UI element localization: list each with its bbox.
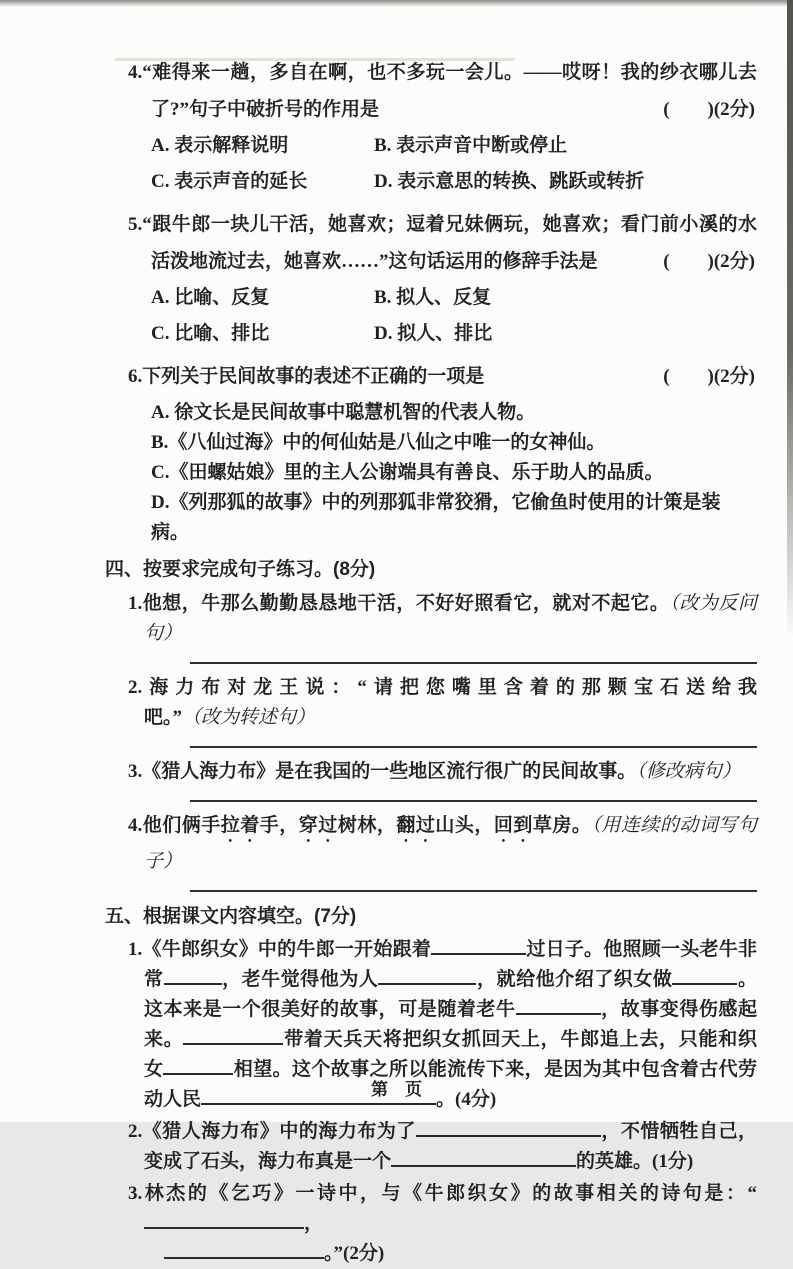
scan-artifact-top-edge	[0, 0, 793, 7]
fill-blank	[201, 1101, 436, 1105]
instruction-note: （修改病句）	[636, 761, 741, 782]
question-text: 。”(2分)	[324, 1243, 385, 1264]
section-five-title: 五、根据课文内容填空。(7分)	[105, 906, 357, 927]
question-number: 6.	[128, 366, 143, 387]
fill-blank	[164, 1255, 324, 1259]
question-number: 5.	[128, 214, 143, 235]
answer-line	[190, 890, 757, 892]
fill-blank	[378, 981, 476, 985]
question-number: 3.	[128, 1183, 143, 1204]
question-text: 山头，	[435, 815, 494, 836]
question-text: ，	[304, 1213, 324, 1234]
question-text: ，老牛觉得他为人	[221, 969, 379, 990]
question-text: 下列关于民间故事的表述不正确的一项是	[142, 366, 485, 387]
question-number: 2.	[128, 1121, 143, 1142]
fill-blank	[516, 1011, 601, 1015]
answer-bracket: ( )(2分)	[663, 251, 755, 272]
option-a: A. 表示解释说明	[151, 135, 289, 156]
answer-line	[190, 746, 757, 748]
question-text: 相望。这个故事之所以能流传下来，是因为其中包含着古代劳动人民	[144, 1059, 757, 1110]
question-number: 2.	[128, 677, 143, 698]
question-4-options	[128, 128, 757, 200]
fill-question-3	[128, 1179, 757, 1269]
instruction-note: （用连续的动词写句子）	[144, 815, 757, 872]
question-text: 他想，牛那么勤勤恳恳地干活，不好好照看它，就对不起它。	[142, 593, 670, 614]
question-text: “跟牛郎一块儿干活，她喜欢；逗着兄妹俩玩，她喜欢；看门前小溪的水活泼地流过去，她喜欢……”这句话运用的修辞手法是	[142, 214, 757, 272]
question-text: 手，	[259, 815, 299, 836]
fill-question-2	[128, 1117, 757, 1177]
question-5-options	[128, 280, 757, 352]
question-text: 海力布对龙王说：“请把您嘴里含着的那颗宝石送给我吧。”	[142, 677, 757, 728]
option-b: B.《八仙过海》中的何仙姑是八仙之中唯一的女神仙。	[151, 432, 606, 453]
question-4-stem	[128, 54, 757, 128]
question-text: 他们俩手	[142, 815, 221, 836]
option-a: A. 比喻、反复	[151, 287, 270, 308]
question-text: 《牛郎织女》中的牛郎一开始跟着	[142, 939, 432, 960]
question-text: 带着天兵天将把织女抓回天上，牛郎追上去，只能和织女	[144, 1029, 757, 1080]
answer-line	[190, 800, 757, 802]
option-c: C. 表示声音的延长	[151, 171, 308, 192]
question-text: 《猎人海力布》是在我国的一些地区流行很广的民间故事。	[142, 761, 637, 782]
question-number: 3.	[128, 761, 143, 782]
option-b: B. 拟人、反复	[374, 287, 492, 308]
instruction-note: （改为反问句）	[144, 593, 757, 644]
answer-bracket: ( )(2分)	[663, 99, 755, 120]
question-6-stem	[128, 358, 757, 395]
page-footer: 第 页	[371, 1080, 422, 1099]
question-text: 林杰的《乞巧》一诗中，与《牛郎织女》的故事相关的诗句是：“	[142, 1183, 757, 1204]
scan-artifact-right-edge	[787, 0, 793, 640]
question-text: ，不惜牺牲自己，变成了石头，海力布真是一个	[144, 1121, 757, 1172]
emphasized-verb: 穿过	[298, 815, 338, 836]
question-text: 的英雄。(1分)	[576, 1151, 694, 1172]
fill-blank	[431, 951, 526, 955]
question-text: 。这本来是一个很美好的故事，可是随着老牛	[144, 969, 757, 1020]
fill-blank	[164, 981, 222, 985]
question-number: 4.	[128, 62, 143, 83]
answer-bracket: ( )(2分)	[663, 366, 755, 387]
fill-blank	[416, 1133, 601, 1137]
question-text: 过日子。他照顾一头老牛非常	[144, 939, 757, 990]
emphasized-verb: 翻过	[396, 815, 436, 836]
option-d: D. 拟人、排比	[374, 323, 493, 344]
question-number: 1.	[128, 593, 143, 614]
fill-blank	[144, 1225, 304, 1229]
section-four	[105, 554, 757, 892]
option-d: D. 表示意思的转换、跳跃或转折	[374, 171, 645, 192]
sentence-question-4	[128, 811, 757, 877]
emphasized-verb: 回到	[493, 815, 533, 836]
question-text: 。(4分)	[436, 1089, 497, 1110]
option-c: C.《田螺姑娘》里的主人公谢端具有善良、乐于助人的品质。	[151, 462, 664, 483]
question-text: 《猎人海力布》中的海力布为了	[142, 1121, 416, 1142]
question-text: 草房。	[532, 815, 592, 836]
question-text: ，故事变得伤感起来。	[144, 999, 757, 1050]
fill-blank	[183, 1041, 283, 1045]
question-text: “难得来一趟，多自在啊，也不多玩一会儿。——哎呀！我的纱衣哪儿去了?”句子中破折号的作用是	[142, 62, 757, 120]
question-5	[128, 206, 757, 352]
question-number: 4.	[128, 815, 143, 836]
section-four-title: 四、按要求完成句子练习。(8分)	[105, 559, 376, 580]
option-b: B. 表示声音中断或停止	[374, 135, 568, 156]
option-d: D.《列那狐的故事》中的列那狐非常狡猾，它偷鱼时使用的计策是装病。	[151, 492, 721, 543]
fill-blank	[672, 981, 737, 985]
instruction-note: （改为转述句）	[182, 707, 316, 728]
question-6-options	[128, 395, 757, 548]
question-number: 1.	[128, 939, 143, 960]
option-c: C. 比喻、排比	[151, 323, 270, 344]
answer-line	[190, 662, 757, 664]
sentence-question-2	[128, 673, 757, 733]
sentence-question-1	[128, 589, 757, 649]
fill-blank	[391, 1163, 576, 1167]
option-a: A. 徐文长是民间故事中聪慧机智的代表人物。	[151, 402, 536, 423]
question-text: ，就给他介绍了织女做	[476, 969, 673, 990]
emphasized-verb: 拉着	[220, 815, 260, 836]
question-4	[128, 54, 757, 200]
question-6	[128, 358, 757, 548]
question-text: 树林，	[337, 815, 397, 836]
question-5-stem	[128, 206, 757, 280]
sentence-question-3	[128, 757, 757, 787]
